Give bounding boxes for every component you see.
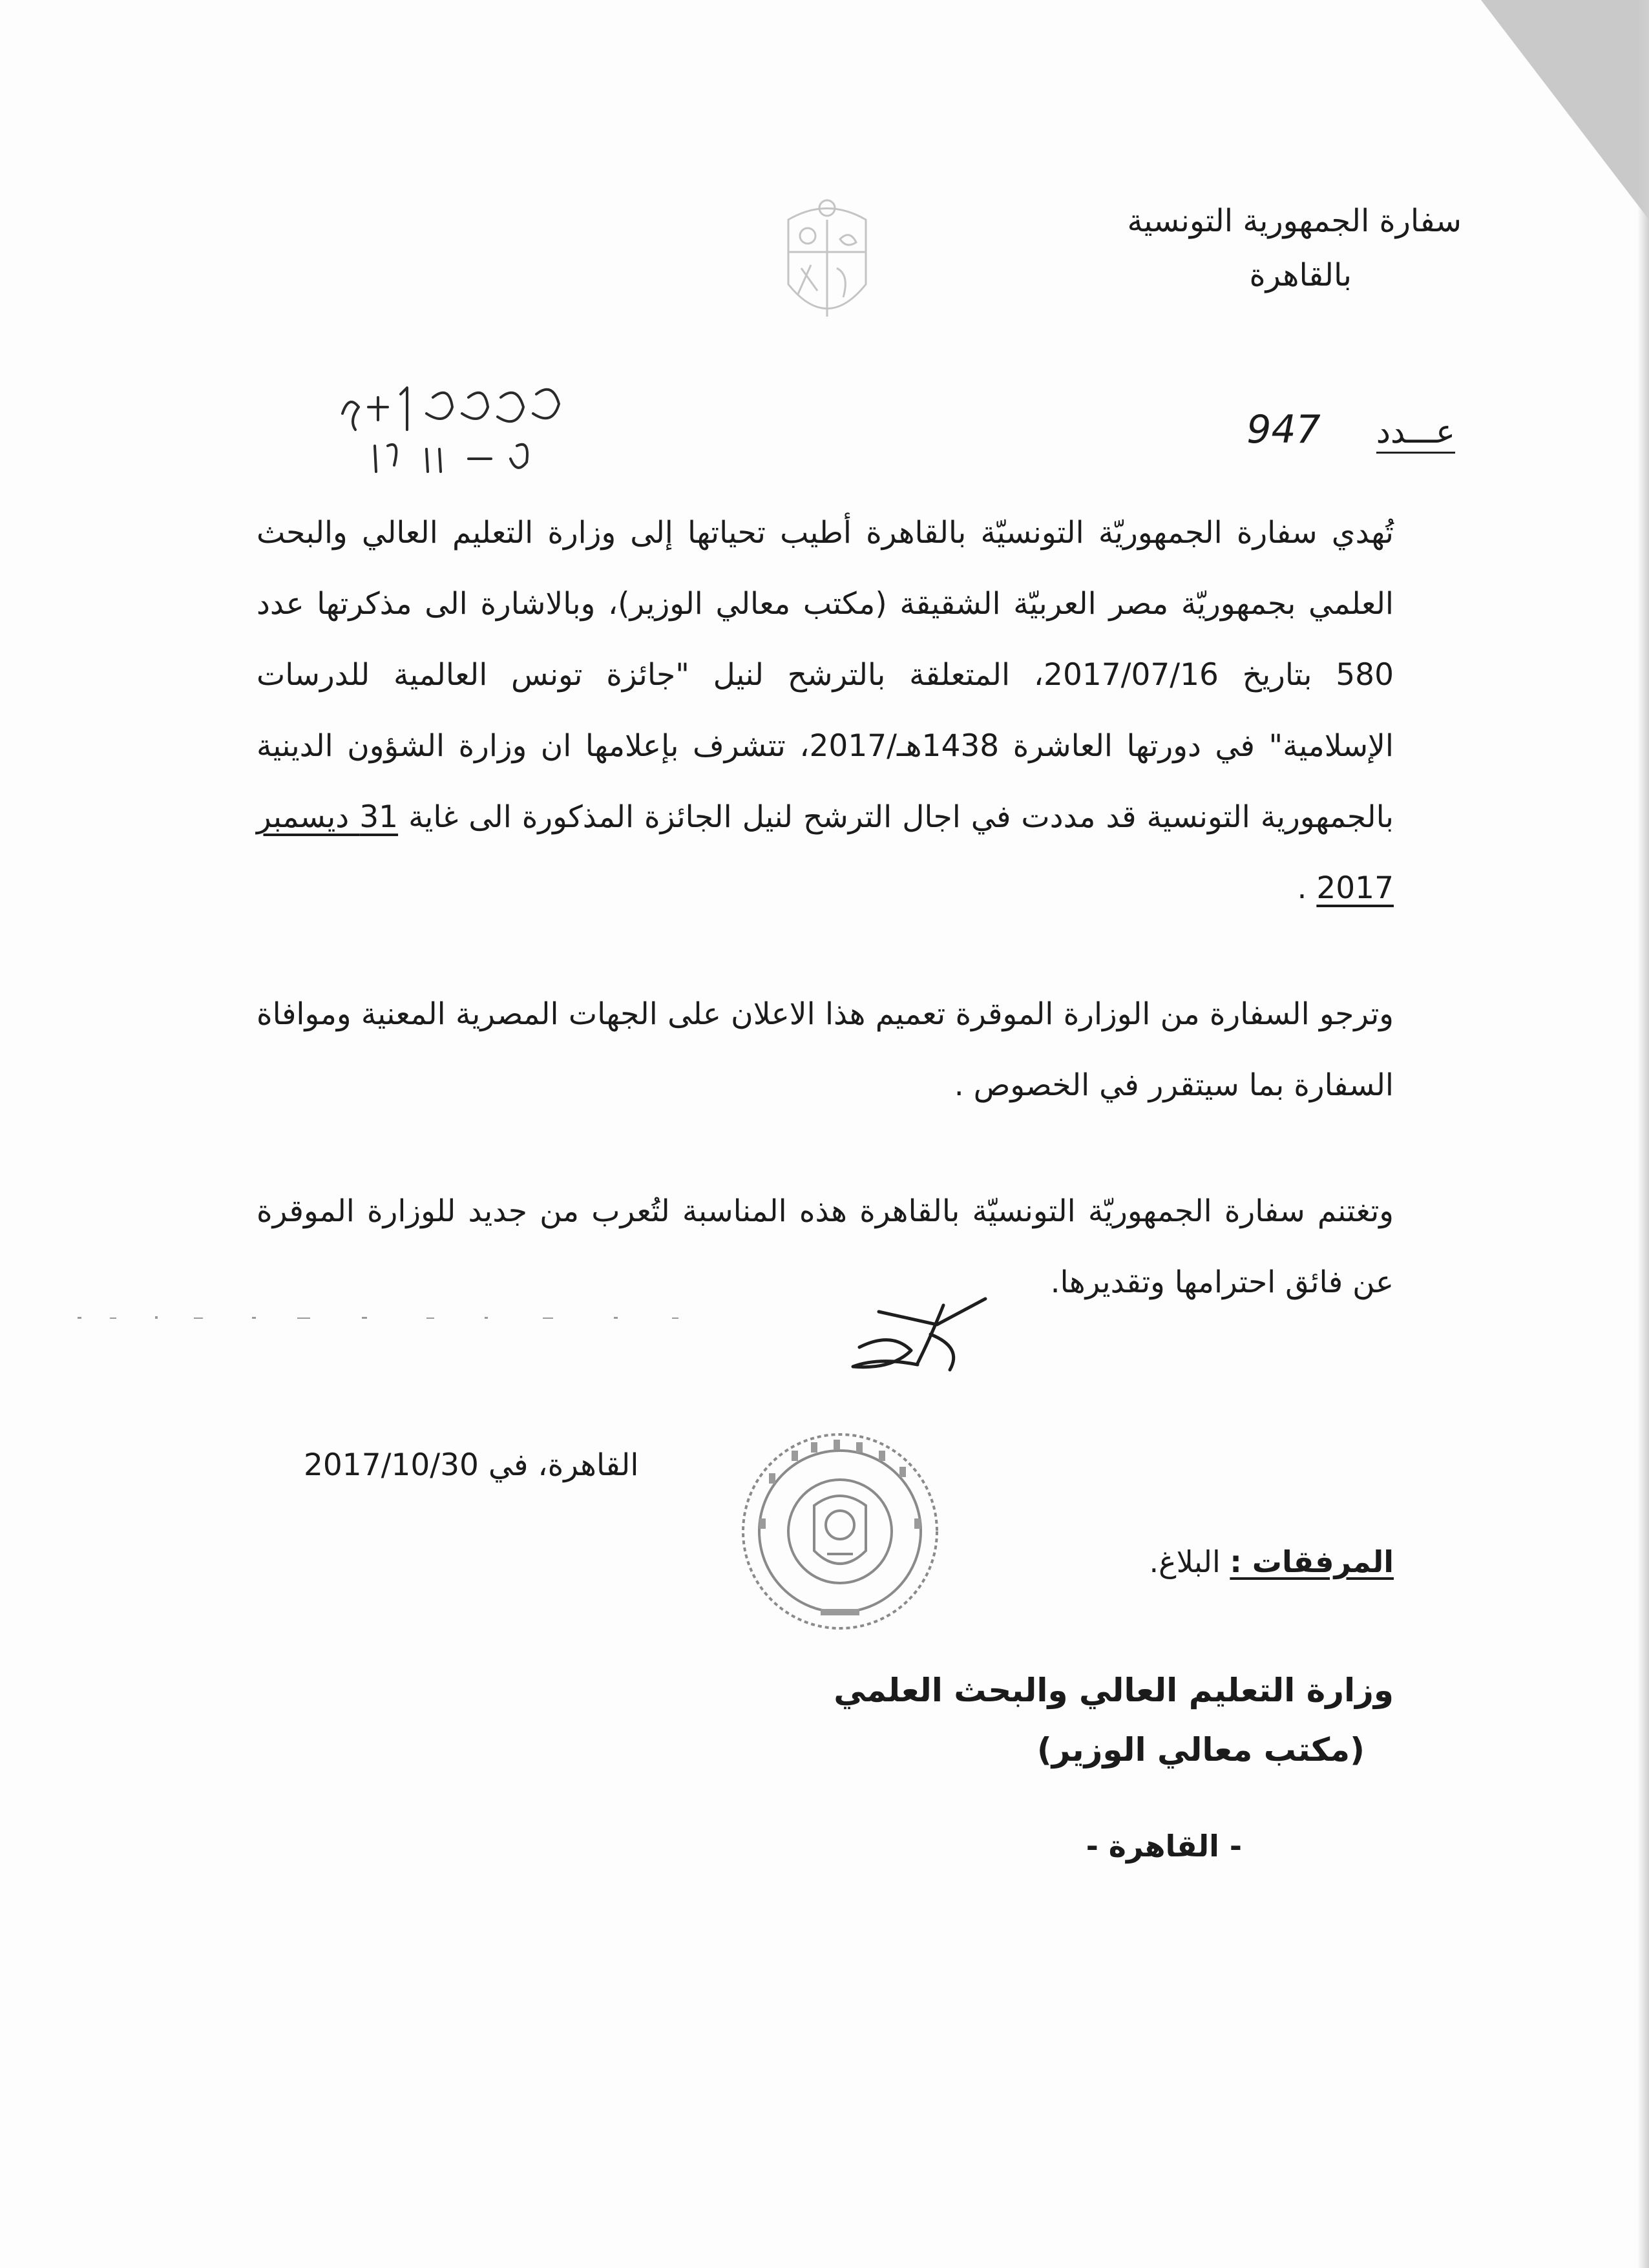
letterhead-embassy: سفارة الجمهورية التونسية <box>1127 203 1462 239</box>
recipient-block <box>834 1661 1394 1780</box>
body-paragraph-3: وتغتنم سفارة الجمهوريّة التونسيّة بالقاهرة هذه المناسبة لتُعرب من جديد للوزارة الموقرة عن فائق احترامها وتقديرها. <box>257 1193 1394 1300</box>
recipient-city: - القاهرة - <box>1086 1829 1242 1864</box>
reference-value: 947 <box>1246 407 1321 452</box>
scan-edge-shadow <box>1637 0 1649 2268</box>
scan-noise <box>65 1312 711 1325</box>
letter-body <box>257 498 1394 1318</box>
body-paragraph-2: وترجو السفارة من الوزارة الموقرة تعميم هذا الاعلان على الجهات المصرية المعنية وموافاة السفارة بما سيتقرر في الخصوص . <box>257 996 1394 1103</box>
body-paragraph-1-end: . <box>1297 870 1307 906</box>
reference-number <box>1246 407 1455 452</box>
attachments-value: البلاغ. <box>1149 1544 1221 1579</box>
body-paragraph-1-text: تُهدي سفارة الجمهوريّة التونسيّة بالقاهرة أطيب تحياتها إلى وزارة التعليم العالي والبحث العلمي بجمهوريّة مصر العربيّة الشقيقة (مكتب معالي الوزير)، وبالاشارة الى مذكرتها عدد 580 بتاريخ 2017/07/16، المتعلقة بالترشح لنيل "جائزة تونس العالمية للدرسات الإسلامية" في دورتها العاشرة 1438هـ/2017، تتشرف بإعلامها ان وزارة الشؤون الدينية بالجمهورية التونسية قد مددت في اجال الترشح لنيل الجائزة المذكورة الى غاية <box>257 515 1394 835</box>
reference-label: عـــدد <box>1376 413 1455 454</box>
letterhead <box>1009 194 1462 302</box>
attachments-label: المرفقات : <box>1230 1544 1394 1579</box>
coat-of-arms-emblem <box>772 194 882 342</box>
embassy-seal-stamp <box>730 1422 950 1641</box>
handwritten-registry-note <box>330 368 601 478</box>
body-paragraph-1 <box>257 498 1394 924</box>
attachments <box>1150 1544 1394 1579</box>
deadline-date: 31 ديسمبر 2017 <box>257 799 1394 906</box>
page-fold-corner <box>1481 0 1649 220</box>
recipient-ministry: وزارة التعليم العالي والبحث العلمي <box>834 1672 1394 1709</box>
letterhead-city: بالقاهرة <box>1249 257 1352 293</box>
place-date: القاهرة، في 2017/10/30 <box>304 1447 639 1483</box>
handwritten-signature <box>840 1286 995 1389</box>
recipient-office: (مكتب معالي الوزير) <box>1036 1731 1365 1769</box>
